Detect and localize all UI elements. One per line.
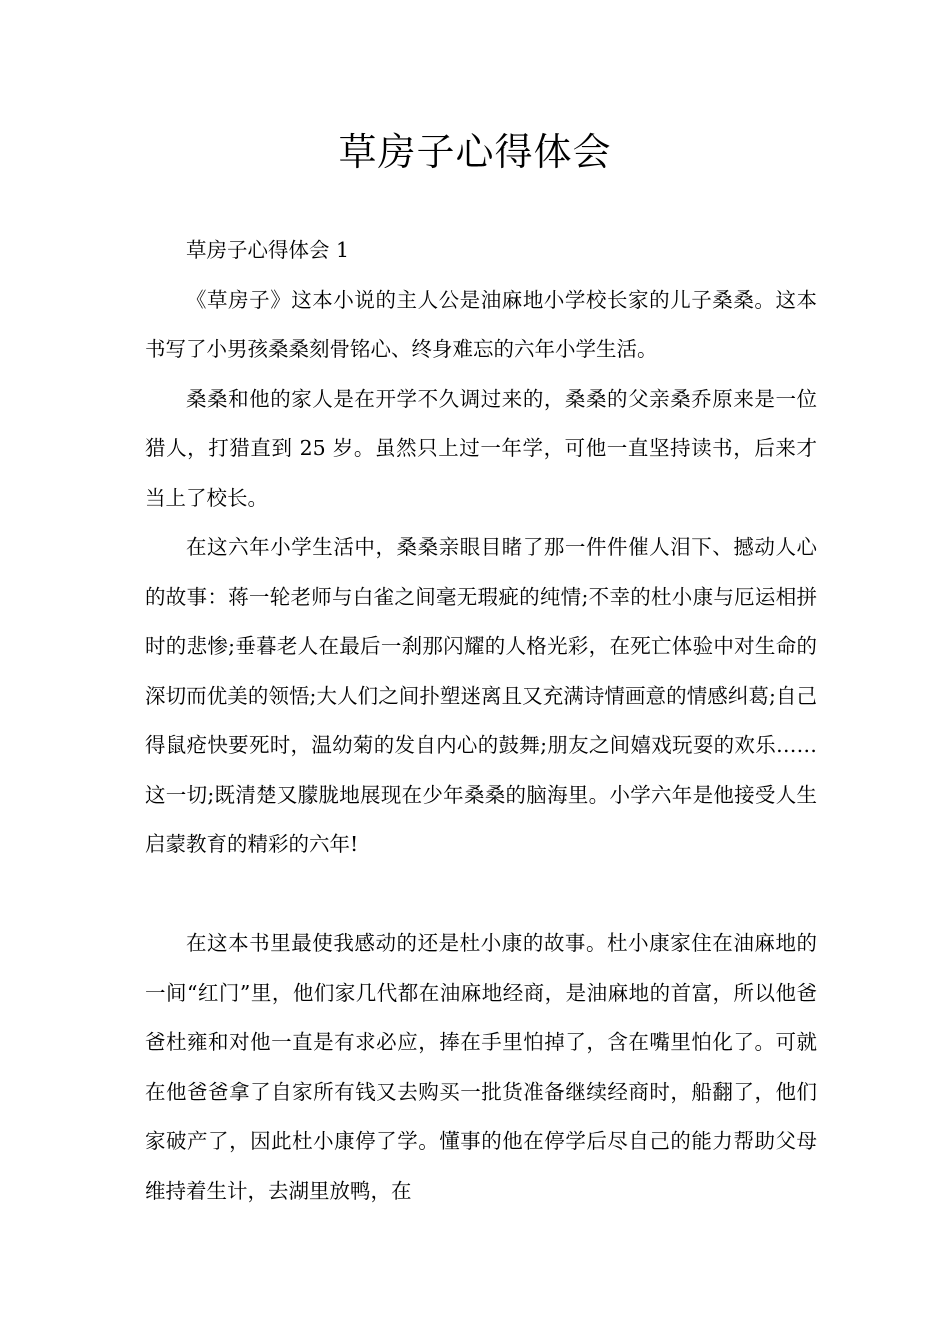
document-title: 草房子心得体会 (338, 130, 612, 174)
paragraph: 在这本书里最使我感动的还是杜小康的故事。杜小康家住在油麻地的一间“红门”里，他们家几代都在油麻地经商，是油麻地的首富，所以他爸爸杜雍和对他一直是有求必应，捧在手里怕掉了，含在嘴里怕化了。可就在他爸爸拿了自家所有钱又去购买一批货准备继续经商时，船翻了，他们家破产了，因此杜小康停了学。懂事的他在停学后尽自己的能力帮助父母维持着生计，去湖里放鸭，在 (145, 931, 817, 1203)
paragraph: 《草房子》这本小说的主人公是油麻地小学校长家的儿子桑桑。这本书写了小男孩桑桑刻骨铭心、终身难忘的六年小学生活。 (145, 287, 817, 361)
document-body (145, 226, 817, 1216)
paragraph: 桑桑和他的家人是在开学不久调过来的，桑桑的父亲桑乔原来是一位猎人，打猎直到 25 岁。虽然只上过一年学，可他一直坚持读书，后来才当上了校长。 (145, 386, 817, 510)
paragraph: 在这六年小学生活中，桑桑亲眼目睹了那一件件催人泪下、撼动人心的故事：蒋一轮老师与白雀之间毫无瑕疵的纯情;不幸的杜小康与厄运相拼时的悲惨;垂暮老人在最后一刹那闪耀的人格光彩，在死亡体验中对生命的深切而优美的领悟;大人们之间扑塑迷离且又充满诗情画意的情感纠葛;自己得鼠疮快要死时，温幼菊的发自内心的鼓舞;朋友之间嬉戏玩耍的欢乐……这一切;既清楚又朦胧地展现在少年桑桑的脑海里。小学六年是他接受人生启蒙教育的精彩的六年! (145, 535, 817, 856)
section-heading: 草房子心得体会 1 (186, 238, 350, 262)
paragraph-spacer (145, 870, 817, 920)
